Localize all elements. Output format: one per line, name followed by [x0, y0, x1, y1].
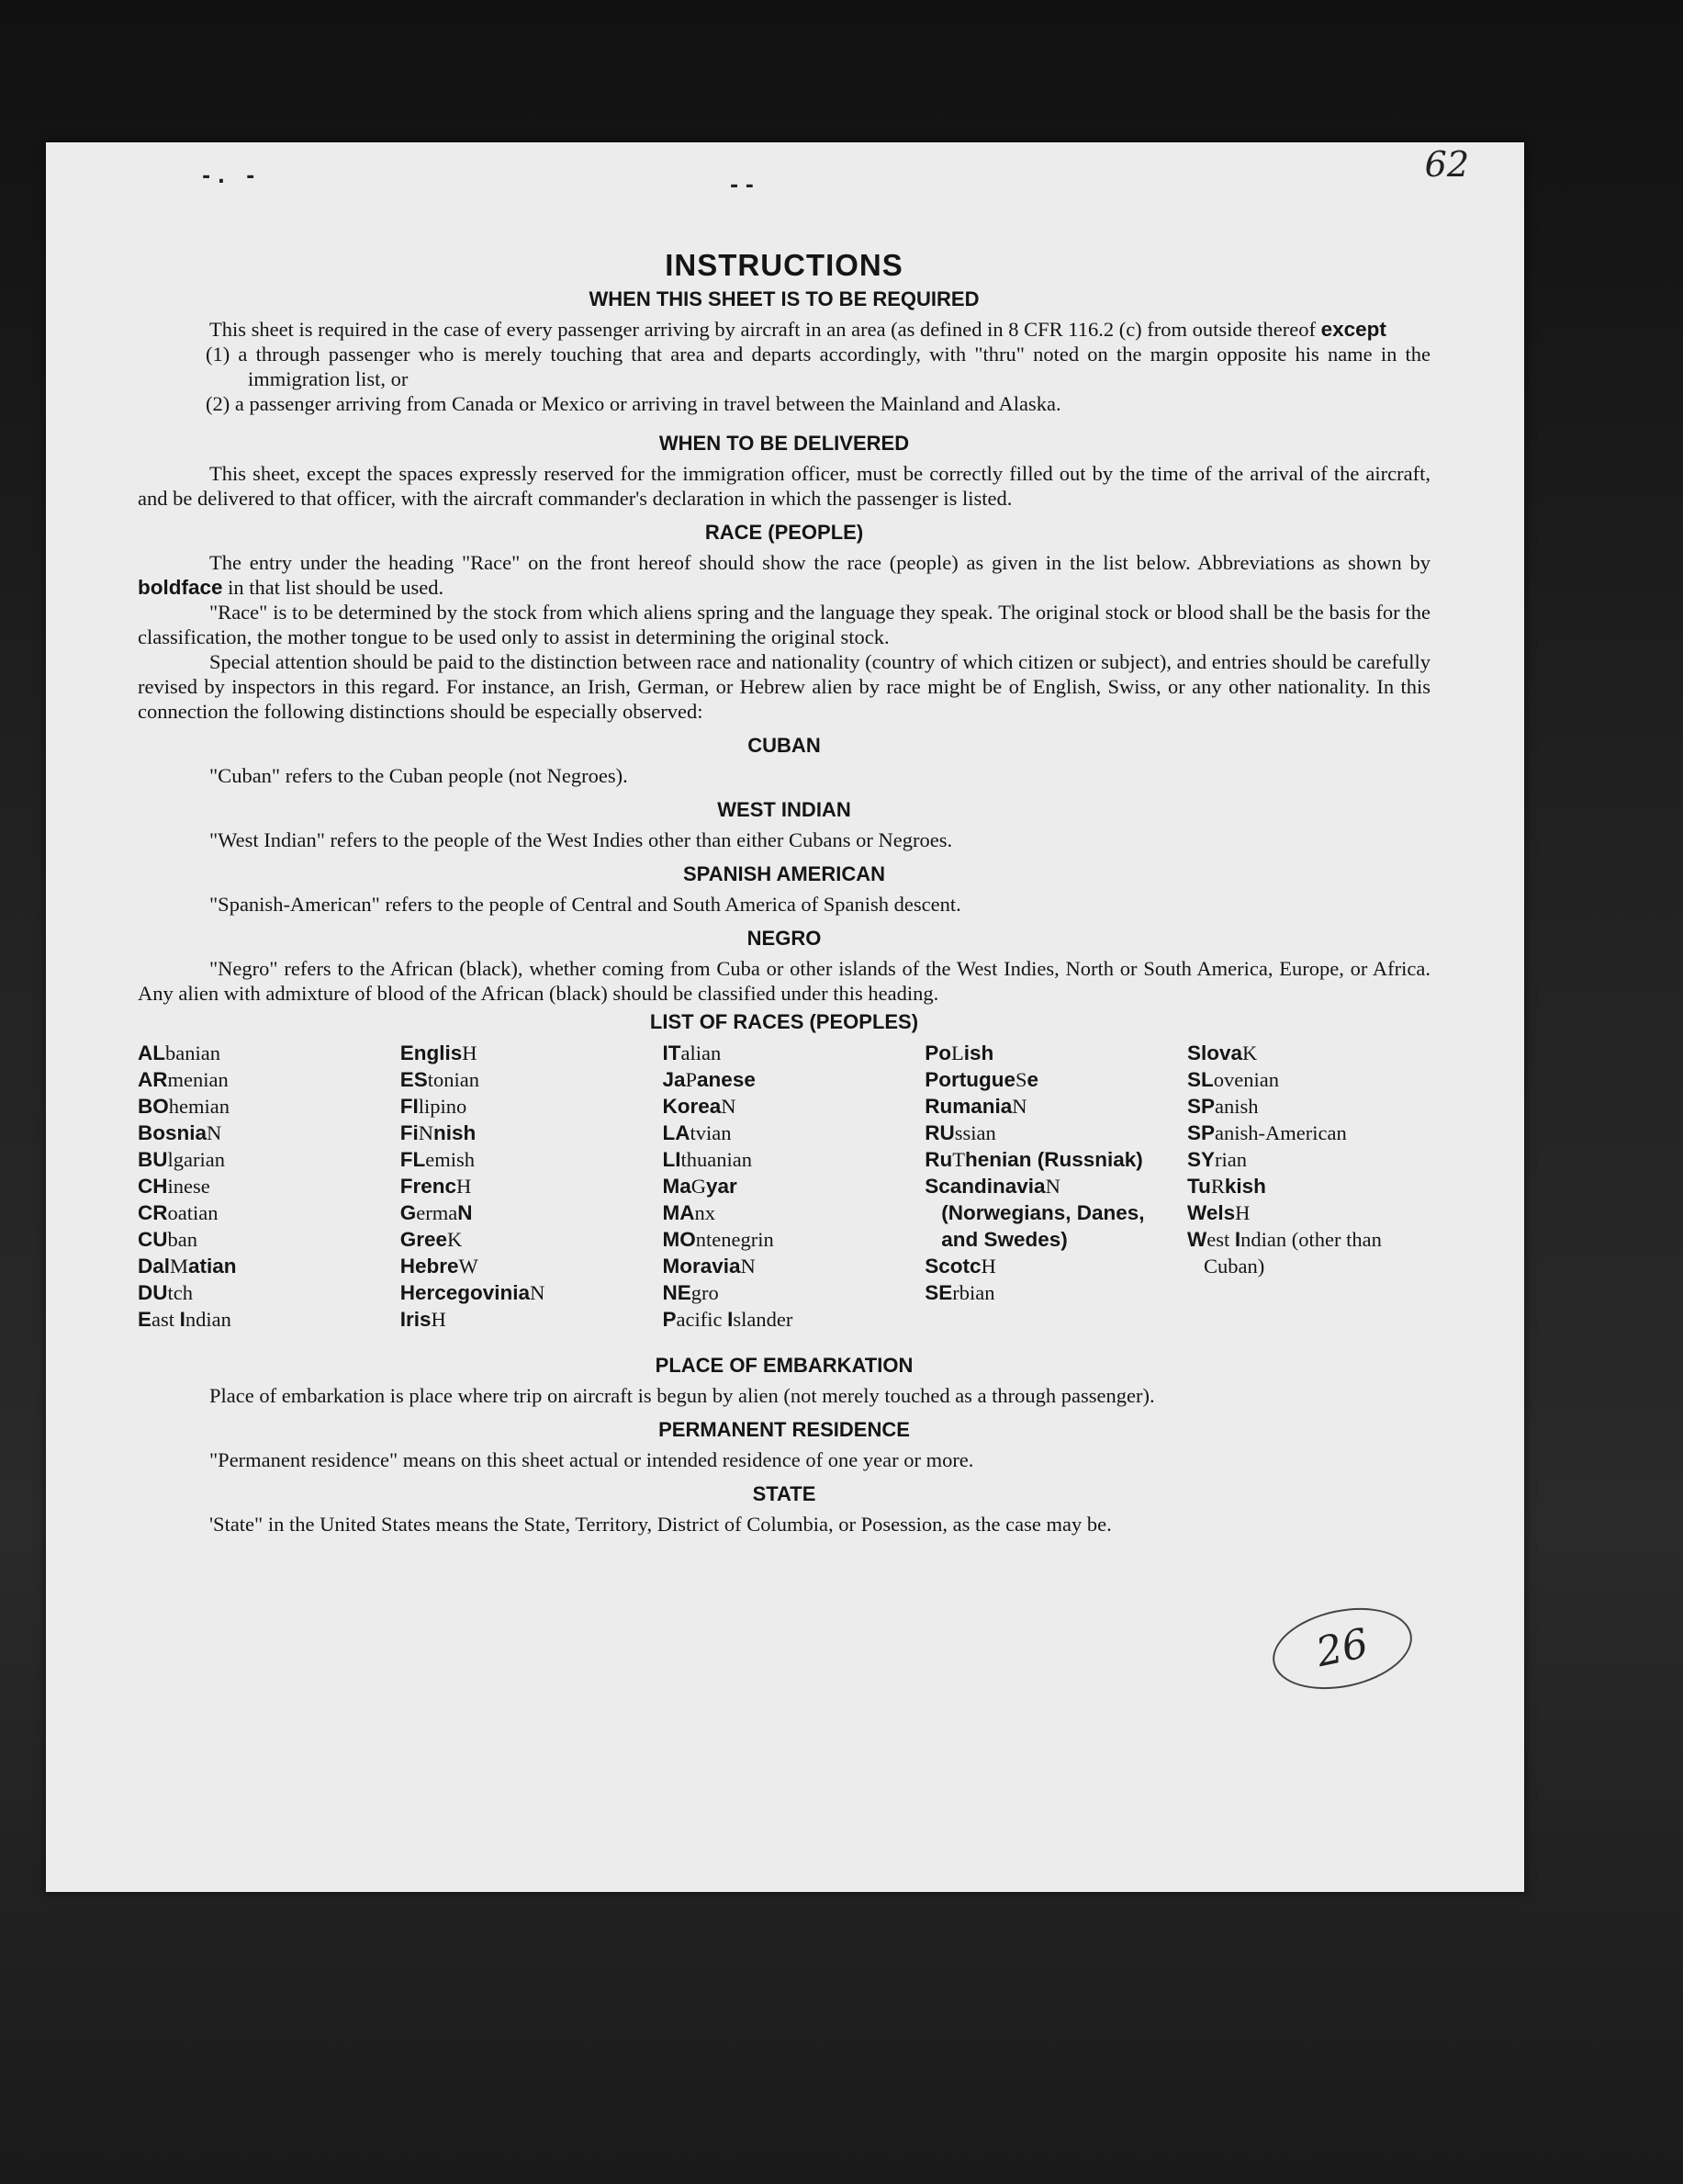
scan-mark: - -: [730, 174, 754, 197]
race-item: EnglisH: [399, 1041, 477, 1064]
page-title: INSTRUCTIONS: [665, 248, 903, 282]
race-item: RuThenian (Russniak): [925, 1148, 1143, 1171]
circled-handwritten-number: 26: [1265, 1596, 1419, 1701]
race-item: CRoatian: [138, 1201, 219, 1224]
race-item: NEgro: [662, 1281, 719, 1304]
heading-west-indian: WEST INDIAN: [717, 798, 851, 821]
document-sheet: [46, 142, 1524, 1892]
race-item: SYrian: [1187, 1148, 1247, 1171]
heading-cuban: CUBAN: [747, 734, 821, 757]
race-item: BosniaN: [138, 1121, 222, 1144]
page-number: 62: [1424, 144, 1469, 185]
race-paragraph-2: "Race" is to be determined by the stock from which aliens spring and the language they speak. The original stock or blood shall be the basis for the classification, the mother tongue to be used only to assist in determining the original stock.: [138, 601, 1431, 648]
race-item: West Indian (other than Cuban): [1187, 1228, 1382, 1278]
heading-spanish-american: SPANISH AMERICAN: [682, 862, 885, 885]
race-item: FLemish: [399, 1148, 475, 1171]
race-item: BOhemian: [138, 1095, 230, 1118]
state-text: 'State" in the United States means the State, Territory, District of Columbia, or Posession, as the case may be.: [209, 1513, 1112, 1536]
required-item-1-text: a through passenger who is merely touching that area and departs accordingly, with "thru" noted on the margin opposite his name in the immigration list, or: [238, 343, 1431, 390]
required-item-2: [138, 391, 1431, 416]
west-indian-text: "West Indian" refers to the people of the West Indies other than either Cubans or Negroes.: [209, 828, 953, 851]
delivered-text: This sheet, except the spaces expressly reserved for the immigration officer, must be correctly filled out by the time of the arrival of the aircraft, and be delivered to that officer, with the aircraft commander's declaration in which the passenger is listed.: [138, 462, 1431, 510]
race-item: MaGyar: [662, 1175, 737, 1198]
race-item: TuRkish: [1187, 1175, 1266, 1198]
race-paragraph-3: Special attention should be paid to the distinction between race and nationality (country of which citizen or subject), and entries should be carefully revised by inspectors in this regard. For instance, an Irish, German, or Hebrew alien by race might be of English, Swiss, or any other nationality. In this connection the following distinctions should be especially observed:: [138, 650, 1431, 723]
race-item: LIthuanian: [662, 1148, 752, 1171]
required-item-1: [138, 342, 1431, 391]
race-item: ITalian: [662, 1041, 722, 1064]
race-item: FIlipino: [399, 1095, 467, 1118]
race-item: MOntenegrin: [662, 1228, 774, 1251]
race-item: East Indian: [138, 1308, 231, 1331]
instructions-content: [138, 248, 1431, 1537]
heading-negro: NEGRO: [746, 927, 822, 950]
residence-text: "Permanent residence" means on this sheet actual or intended residence of one year or more.: [209, 1448, 974, 1471]
heading-residence: PERMANENT RESIDENCE: [658, 1418, 910, 1441]
races-column: [1187, 1040, 1431, 1333]
heading-state: STATE: [752, 1482, 816, 1505]
heading-delivered: WHEN TO BE DELIVERED: [658, 432, 910, 455]
race-item: SPanish-American: [1187, 1121, 1347, 1144]
required-item-2-number: (2): [206, 392, 230, 415]
race-item: SErbian: [925, 1281, 995, 1304]
race-item: LAtvian: [662, 1121, 732, 1144]
race-item: ALbanian: [138, 1041, 220, 1064]
race-p1-bold: boldface: [138, 576, 223, 599]
race-item: DUtch: [138, 1281, 193, 1304]
races-column: [663, 1040, 906, 1333]
race-item: HebreW: [399, 1255, 478, 1278]
embarkation-text: Place of embarkation is place where trip on aircraft is begun by alien (not merely touched as a through passenger).: [209, 1384, 1155, 1407]
race-p1-b: in that list should be used.: [228, 576, 444, 599]
races-column: [925, 1040, 1168, 1333]
race-item: ScotcH: [925, 1255, 996, 1278]
race-item: SlovaK: [1187, 1041, 1258, 1064]
race-item: BUlgarian: [138, 1148, 225, 1171]
heading-race: RACE (PEOPLE): [704, 521, 864, 544]
scan-mark: - . -: [202, 165, 255, 188]
race-item: EStonian: [399, 1068, 480, 1091]
race-item: MoraviaN: [662, 1255, 756, 1278]
race-item: FiNnish: [399, 1121, 477, 1144]
cuban-text: "Cuban" refers to the Cuban people (not Negroes).: [209, 764, 628, 787]
race-paragraph-1: [138, 550, 1431, 600]
race-item: KoreaN: [662, 1095, 736, 1118]
races-list: [138, 1040, 1431, 1333]
required-item-2-text: a passenger arriving from Canada or Mexico or arriving in travel between the Mainland and Alaska.: [234, 392, 1061, 415]
race-item: ScandinaviaN (Norwegians, Danes, and Swedes): [925, 1175, 1145, 1251]
race-item: CUban: [138, 1228, 197, 1251]
race-item: GermaN: [399, 1201, 473, 1224]
race-item: HercegoviniaN: [399, 1281, 545, 1304]
race-item: IrisH: [399, 1308, 446, 1331]
race-item: RUssian: [925, 1121, 996, 1144]
race-item: SLovenian: [1187, 1068, 1279, 1091]
race-item: CHinese: [138, 1175, 210, 1198]
race-item: DalMatian: [138, 1255, 237, 1278]
race-item: GreeK: [399, 1228, 463, 1251]
race-item: PortugueSe: [925, 1068, 1039, 1091]
race-item: Pacific Islander: [662, 1308, 793, 1331]
race-item: ARmenian: [138, 1068, 229, 1091]
races-column: [138, 1040, 381, 1333]
race-item: FrencH: [399, 1175, 472, 1198]
required-intro: [138, 317, 1431, 342]
races-column: [400, 1040, 644, 1333]
race-item: JaPanese: [662, 1068, 756, 1091]
race-item: MAnx: [662, 1201, 715, 1224]
required-item-1-number: (1): [206, 343, 230, 366]
heading-required: WHEN THIS SHEET IS TO BE REQUIRED: [589, 287, 980, 310]
race-item: SPanish: [1187, 1095, 1259, 1118]
race-item: WelsH: [1187, 1201, 1251, 1224]
negro-text: "Negro" refers to the African (black), whether coming from Cuba or other islands of the West Indies, North or South America, Europe, or Africa. Any alien with admixture of blood of the African (black) should be classified under this heading.: [138, 957, 1431, 1005]
heading-list-of-races: LIST OF RACES (PEOPLES): [649, 1010, 919, 1033]
race-p1-a: The entry under the heading "Race" on the front hereof should show the race (people) as given in the list below. Abbreviations as shown by: [209, 551, 1431, 574]
required-intro-text: This sheet is required in the case of every passenger arriving by aircraft in an area (as defined in 8 CFR 116.2 (c) from outside thereof: [209, 318, 1316, 341]
race-item: PoLish: [925, 1041, 994, 1064]
race-item: RumaniaN: [925, 1095, 1027, 1118]
required-intro-bold: except: [1320, 318, 1386, 341]
heading-embarkation: PLACE OF EMBARKATION: [655, 1354, 914, 1377]
spanish-american-text: "Spanish-American" refers to the people of Central and South America of Spanish descent.: [209, 893, 961, 916]
